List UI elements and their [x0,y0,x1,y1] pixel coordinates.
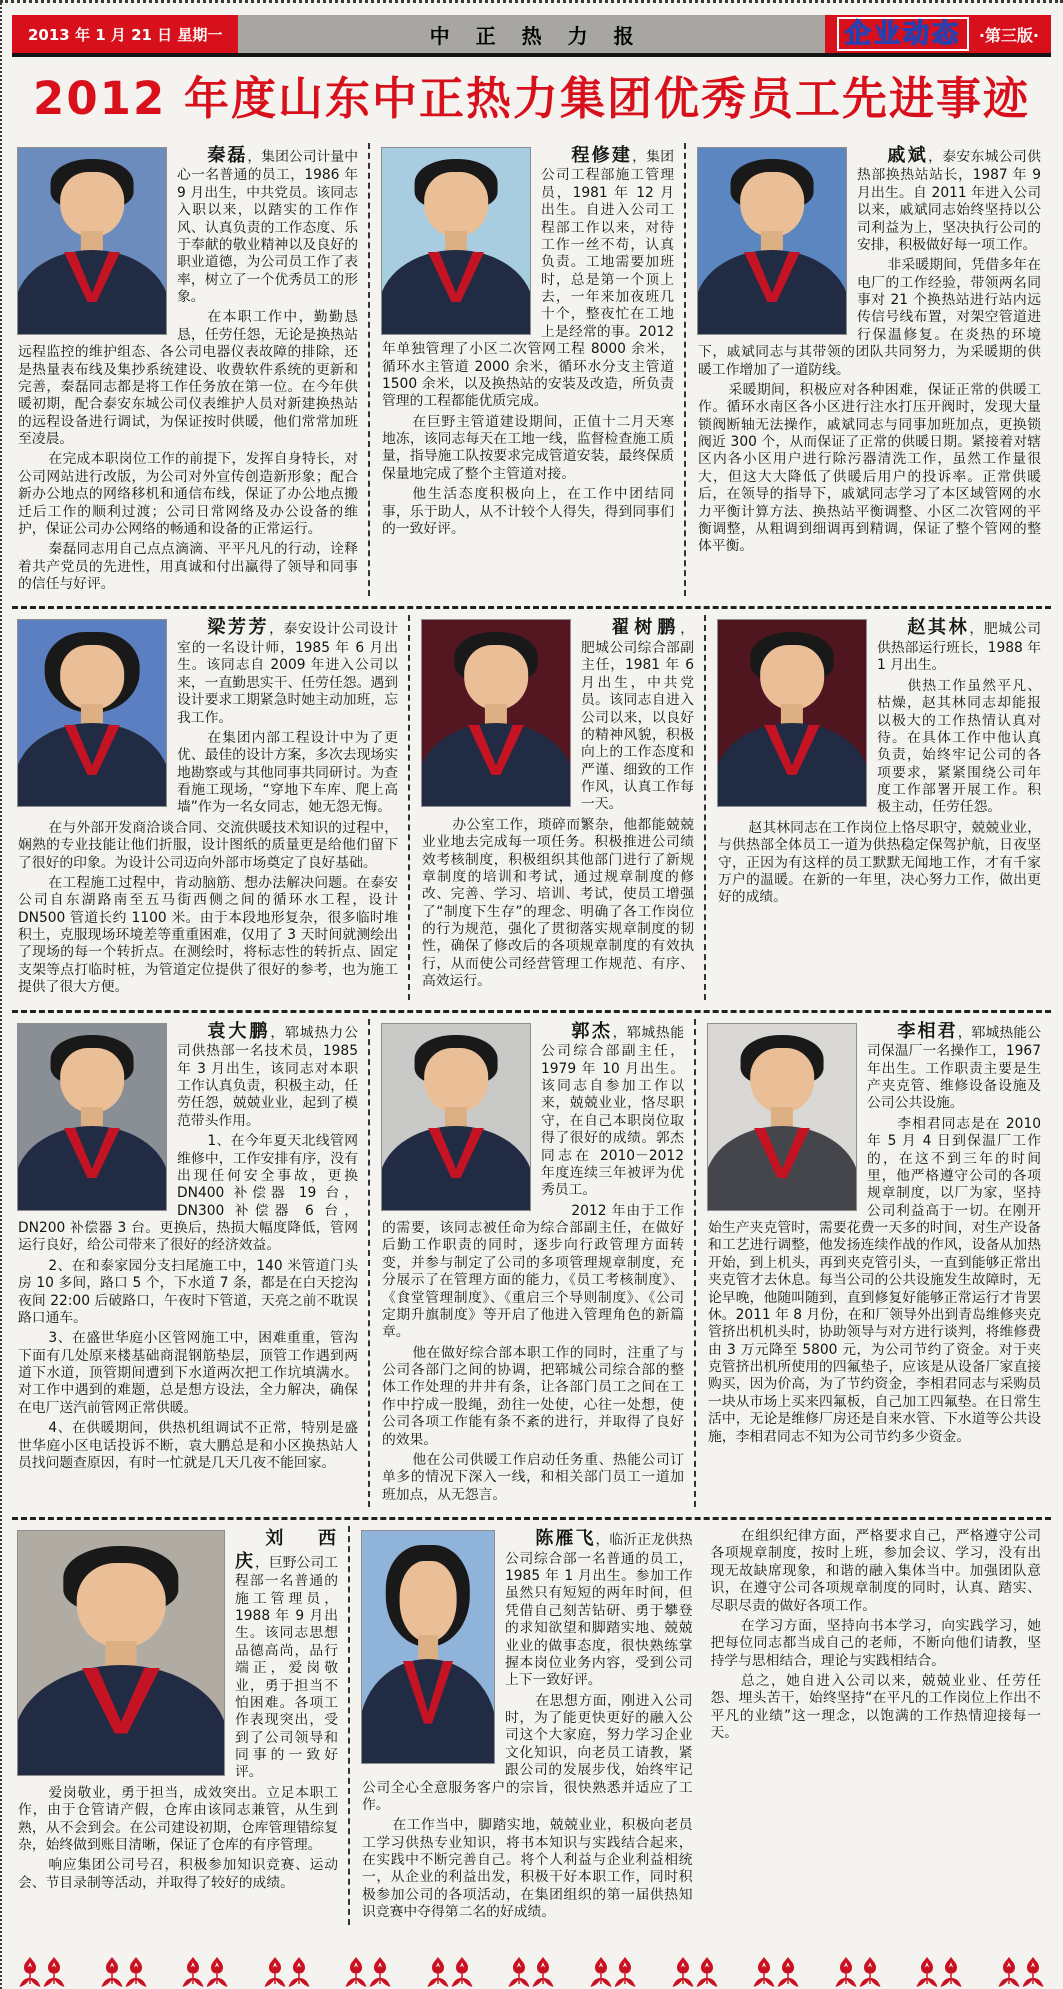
avatar-jacket [18,250,166,334]
chenyanfei-right-column [711,1528,1042,1925]
tulip-flower-icon [834,1955,882,1989]
article-text: 他生活态度积极向上，在工作中团结同事，乐于助人，从不计较个人得失，得到同事们的一致好评。 [382,486,674,537]
article-qinlei [12,143,368,597]
article-text: 他在公司供暖工作启动任务重、热能公司订单多的情况下深入一线，和相关部门员工一道加班加点，从无怨言。 [382,1451,684,1503]
section-title: 企业动态 [837,17,969,51]
article-row-1 [12,137,1051,607]
tulip-flower-icon [507,1955,555,1989]
employee-name: 陈雁飞 [535,1528,596,1550]
employee-photo [698,148,846,334]
article-text: 在工程施工过程中，肯动脑筋、想办法解决问题。在泰安公司自东湖路南至五马街西侧之间的循环水工程，设计 DN500 管道长约 1100 米。由于本段地形复杂，很多临时堆积土，克服现场环境差等重重困难，仅用了 3 天时间就测绘出了现场的每一个转折点。在测绘时，将标志性的转折点、固定支架等点打临时桩，为管道定位提供了很好的参考，也为施工提供了很大方便。 [18,874,398,996]
article-zhaishupeng [408,615,704,999]
employee-name: 李相君 [897,1020,958,1042]
article-text: ，郓城热力公司供热部一名技术员，1985 年 3 月出生，该同志对本职工作认真负责，积极主动，任劳任怨，兢兢业业，起到了模范带头作用。 [177,1024,359,1129]
employee-photo [362,1531,494,1763]
section-box [825,15,1051,53]
article-text: 在思想方面，刚进入公司时，为了能更快更好的融入公司这个大家庭，努力学习企业文化知识，向老员工请教，紧跟公司的发展步伐，始终牢记公司全心全意服务客户的宗旨，很快熟悉并适应了工作。 [362,1692,693,1813]
article-text: 办公室工作，琐碎而繁杂，他都能兢兢业业地去完成每一项任务。积极推进公司绩效考核制度，积极组织其他部门进行了新规章制度的培训和考试，通过规章制度的修改、完善、学习、培训、考试，使员工增强了“制度下生存”的理念、明确了各工作岗位的行为规范，强化了贯彻落实规章制度的韧性，确保了修改后的各项规章制度的有效执行，从而使公司经营管理工作规范、有序、高效运行。 [422,816,694,990]
tulip-flower-icon [426,1955,474,1989]
avatar-face [60,645,124,710]
article-text: ，泰安东城公司供热部换热站站长，1987 年 9 月出生。自 2011 年进入公司以来，戚斌同志始终坚持以公司利益为上，坚决执行公司的安排，积极做好每一项工作。 [857,148,1042,253]
article-yuandapeng [12,1019,368,1507]
article-chenyanfei [348,1526,1051,1925]
article-text: ，集团公司工程部施工管理员，1981 年 12 月出生。自进入公司工程部工作以来，对待工作一丝不苟，认真负责。工地需要加班时，总是第一个顶上去，一年来加夜班几十个，整夜忙在工地上是经常的事。2012 年单独管理了小区二次管网工程 8000 余米，循环水主管道 2000 余米，循环水分支主管道 1500 余米，以及换热站的安装及改造，所负责管理的工程都能优质完成。 [382,148,674,410]
article-guojie [368,1019,694,1507]
article-text: 3、在盛世华庭小区管网施工中，困难重重，管沟下面有几处原来楼基础商混钢筋垫层，顶管工作遇到两道下水道，顶管期间遭到下水道两次把工作坑填满水。对工作中遇到的难题，总是想方设法，全力解决，确保在电厂送汽前管网正常供暖。 [18,1330,358,1416]
avatar-neck [445,1107,467,1127]
employee-photo [382,148,530,334]
article-text: 非采暖期间，凭借多年在电厂的工作经验，带领两名同事对 21 个换热站进行站内远传信号线布置，对架空管道进行保温修复。在炎热的环境下，戚斌同志与其带领的团队共同努力，为采暖期的供暖工作增加了一道防线。 [698,257,1041,378]
article-text: 在学习方面，坚持向书本学习，向实践学习，她把每位同志都当成自己的老师，不断向他们请教，坚持学与思相结合，理论与实践相结合。 [710,1617,1041,1669]
employee-name: 翟树鹏 [611,617,681,639]
avatar-jacket [18,1126,166,1210]
avatar-jacket [422,723,570,807]
avatar-face [750,1048,814,1113]
tulip-flower-icon [997,1955,1045,1989]
article-text: ，肥城公司综合部副主任，1981 年 6 月出生，中共党员。该同志自进入公司以来，以良好的精神风貌，积极向上的工作态度和严谨、细致的工作作风，认真工作每一天。 [581,621,694,813]
article-text: 李相君同志是在 2010 年 5 月 4 日到保温厂工作的，在这不到三年的时间里，他严格遵守公司的各项规章制度，以厂为家，坚持公司利益高于一切。在刚开始生产夹克管时，需要花费一天多的时间，对生产设备和工艺进行调整，他发扬连续作战的作风，设备从加热开始，到上机头，再到夹克管引头，一直到能够正常出夹克管才去休息。每当公司的公共设施发生故障时，无论早晚，他随叫随到，直到修复好能够正常运行才肯罢休。2011 年 8 月份，在和厂领导外出到青岛维修夹克管挤出机机头时，协助领导与对方进行谈判，将维修费由 3 万元降至 5800 元，为公司节约了资金。对于夹克管挤出机所使用的四氟垫子，应该是从设备厂家直接购买，因为价高，为了节约资金，李相君同志与采购员一块从市场上买来四氟板，自己加工四氟垫。在日常生活中，无论是维修厂房还是自来水管、下水道等公共设施，李相君同志不知为公司节约多少资金。 [708,1115,1041,1445]
employee-name: 赵其林 [907,617,970,639]
article-text: 响应集团公司号召，积极参加知识竞赛、运动会、节目录制等活动，并取得了较好的成绩。 [18,1857,338,1891]
article-text: ，集团公司计量中心一名普通的员工，1986 年 9 月出生，中共党员。该同志入职以来，以踏实的工作作风、认真负责的工作态度、乐于奉献的敬业精神以及良好的职业道德，为公司员工作了表率，树立了一个优秀员工的形象。 [177,148,359,306]
employee-photo [18,1024,166,1210]
employee-name: 郭杰 [571,1020,613,1042]
article-chengxiujian [368,143,684,597]
tulip-flower-icon [752,1955,800,1989]
tulip-flower-icon [100,1955,148,1989]
article-text: ，泰安设计公司设计室的一名设计师，1985 年 6 月出生。该同志自 2009 年进入公司以来，一直勤思实干、任劳任怨。遇到设计要求工期紧急时她主动加班，忘我工作。 [177,621,399,726]
article-text: 他在做好综合部本职工作的同时，注重了与公司各部门之间的协调，把郓城公司综合部的整体工作处理的井井有条，让各部门员工之间在工作中拧成一股绳，劲往一处使，心往一处想，使公司各项工作能有条不紊的进行，并取得了良好的效果。 [382,1344,684,1448]
article-liangfangfang [12,615,408,999]
article-text: 供热工作虽然平凡、枯燥，赵其林同志却能报以极大的工作热情认真对待。在具体工作中他认真负责，始终牢记公司的各项要求，紧紧围绕公司年度工作部署开展工作。积极主动，任劳任怨。 [877,677,1041,816]
tulip-flower-icon [915,1955,963,1989]
avatar-neck [771,1107,793,1127]
article-row-3 [12,1010,1051,1517]
avatar-jacket [382,1126,530,1210]
avatar-face [424,172,488,237]
masthead-rule [12,53,1051,57]
article-text: 2、在和泰家园分支扫尾施工中，140 米管道门头房 10 多间，路口 5 个，下水道 7 条，都是在白天挖沟夜间 22:00 后破路口，午夜时下管道，天亮之前不耽误路口通车。 [18,1257,358,1326]
article-text: ，郓城热能公司综合部副主任，1979 年 10 月出生。该同志自参加工作以来，兢兢业业，恪尽职守，在自己本职岗位取得了很好的成绩。郭杰同志在 2010－2012 年度连续三年被评为优秀员工。 [541,1024,684,1199]
article-text: 1、在今年夏天北线管网维修中，工作安排有序，没有出现任何安全事故，更换 DN400 补偿器 19 台，DN300 补偿器 6 台，DN200 补偿器 3 台。更换后，热损大幅度降低，管网运行良好，给公司带来了很好的经济效益。 [18,1133,358,1254]
article-text: 在工作当中，脚踏实地，兢兢业业，积极向老员工学习供热专业知识，将书本知识与实践结合起来，在实践中不断完善自己。将个人利益与企业利益相统一，从企业的利益出发，积极干好本职工作，同时积极参加公司的各项活动，在集团组织的第一届供热知识竞赛中夺得第二名的好成绩。 [362,1817,693,1921]
employee-name: 袁大鹏 [207,1020,271,1042]
article-liuxiqing [12,1526,348,1925]
avatar-face [77,1563,166,1648]
article-text: 采暖期间，积极应对各种困难，保证正常的供暖工作。循环水南区各小区进行注水打压开阀时，发现大量锁阀断轴无法操作，戚斌同志与同事加班加点，更换锁阀近 300 个，从而保证了正常的供暖日期。紧接着对辖区内各小区用户进行除污器清洗工作，虽然工作量很大，但这大大降低了供暖后用户的投诉率。正常供暖后，在领导的指导下，戚斌同志学习了本区域管网的水力平衡计算方法、换热站平衡调整、小区二次管网的平衡调整，从粗调到细调再到精调，保证了整个管网的整体平衡。 [698,381,1041,555]
tulip-flower-icon [263,1955,311,1989]
avatar-jacket [708,1126,856,1210]
article-text: 赵其林同志在工作岗位上恪尽职守，兢兢业业，与供热部全体员工一道为供热稳定保驾护航，日夜坚守，正因为有这样的员工默默无闻地工作，才有千家万户的温暖。在新的一年里，决心努力工作，做出更好的成绩。 [718,819,1041,906]
article-text: ，肥城公司供热部运行班长，1988 年 1 月出生。 [877,621,1042,674]
article-zhaoqilin [704,615,1051,999]
article-text: ，巨野公司工程部一名普通的施工管理员，1988 年 9 月出生。该同志思想品德高尚，品行端正，爱岗敬业，勇于担当不怕困难。各项工作表现突出，受到了公司领导和同事的一致好评。 [235,1554,339,1781]
article-qibin [684,143,1051,597]
article-text: ，郓城热能公司保温厂一名操作工，1967 年出生。工作职责主要是生产夹克管、维修设备设施及公司公共设施。 [867,1024,1042,1112]
avatar-jacket [362,1659,494,1763]
avatar-face [60,1048,124,1113]
avatar-face [60,172,124,237]
tulip-flower-icon [18,1955,66,1989]
employee-photo [382,1024,530,1210]
employee-name: 梁芳芳 [207,617,270,639]
article-text: 秦磊同志用自己点点滴滴、平平凡凡的行动，诠释着共产党员的先进性，用真诚和付出赢得了领导和同事的信任与好评。 [18,541,358,593]
avatar-neck [81,1107,103,1127]
article-lixiangjun [694,1019,1051,1507]
employee-name: 程修建 [571,144,633,166]
avatar-neck [418,1635,438,1661]
article-row-4 [12,1517,1051,1935]
article-text: 总之，她自进入公司以来，兢兢业业、任劳任怨、埋头苦干，始终坚持“在平凡的工作岗位上作出不平凡的业绩”这一理念，以饱满的工作热情迎接每一天。 [710,1673,1041,1742]
article-text: 在与外部开发商洽谈合同、交流供暖技术知识的过程中，娴熟的专业技能让他们折服，设计图纸的质量更是给他们留下了很好的印象。为设计公司迈向外部市场奠定了良好基础。 [18,819,398,871]
avatar-jacket [698,250,846,334]
article-text: 爱岗敬业，勇于担当，成效突出。立足本职工作，由于仓管请产假，仓库由该同志兼管，从生到熟，从不会到会。在公司建设初期，仓库管理错综复杂，始终做到账目清晰，保证了仓库的有序管理。 [18,1784,338,1853]
chenyanfei-left-column [362,1528,693,1925]
employee-name: 戚斌 [887,144,929,166]
date-label: 2013 年 1 月 21 日 星期一 [12,15,238,53]
avatar-neck [761,231,783,251]
tulip-flower-icon [344,1955,392,1989]
avatar-neck [81,704,103,724]
employee-photo [422,620,570,806]
avatar-jacket [718,723,866,807]
avatar-jacket [18,723,166,807]
article-text: 在完成本职岗位工作的前提下，发挥自身特长，对公司网站进行改版，为公司对外宣传创造新形象；配合新办公地点的网络移机和通信布线，保证了办公地点搬迁后工作的顺利过渡；公司日常网络及办公设备的维护，保证公司办公网络的畅通和设备的正常运行。 [18,451,358,537]
article-text: ，临沂正龙供热公司综合部一名普通的员工，1985 年 1 月出生。参加工作虽然只有短短的两年时间，但凭借自己刻苦钻研、勇于攀登的求知欲望和脚踏实地、兢兢业业的做事态度，很快熟练掌握本岗位业务内容，受到公司上下一致好评。 [505,1532,693,1689]
article-text: 在组织纪律方面，严格要求自己，严格遵守公司各项规章制度，按时上班，参加会议、学习，没有出现无故缺席现象，和谐的融入集体当中。加强团队意识，在遵守公司各项规章制度的同时，认真、踏实、尽职尽责的做好各项工作。 [710,1528,1041,1614]
article-row-2 [12,606,1051,1009]
article-text: 4、在供暖期间，供热机组调试不正常，特别是盛世华庭小区电话投诉不断，袁大鹏总是和小区换热站人员找问题查原因，有时一忙就是几天几夜不能回家。 [18,1420,358,1471]
tulip-flower-icon [181,1955,229,1989]
avatar-face [740,172,804,237]
avatar-neck [81,231,103,251]
employee-photo [718,620,866,806]
article-text: 在巨野主管道建设期间，正值十二月天寒地冻，该同志每天在工地一线，监督检查施工质量，指导施工队按要求完成管道安装，最终保质保量地完成了整个主管道对接。 [382,413,674,482]
employee-photo [18,148,166,334]
article-text: 2012 年由于工作的需要，该同志被任命为综合部副主任，在做好后勤工作职责的同时，逐步向行政管理方面转变，并参与制定了公司的多项管理规章制度，充分展示了在管理方面的能力，《员工考核制度》、《食堂管理制度》、《重启三个导则制度》、《公司定期升旗制度》等开启了他进入管理角色的新篇章。 [382,1202,684,1341]
masthead [12,15,1051,53]
avatar-neck [781,704,803,724]
page-headline: 2012 年度山东中正热力集团优秀员工先进事迹 [33,72,1030,125]
employee-name: 刘西庆 [235,1528,338,1572]
footer-flower-border [12,1935,1051,1989]
tulip-flower-icon [589,1955,637,1989]
article-text: 在本职工作中，勤勤恳恳，任劳任怨，无论是换热站远程监控的维护组态、各公司电器仪表故障的排除，还是热量表布线及集抄系统建设、收费软件系统的更新和完善，秦磊同志都是将工作任务放在第一位。在今年供暖初期，配合泰安东城公司仪表维护人员对新建换热站的远程设备进行调试，为保证按时供暖，他们常常加班至凌晨。 [18,309,358,448]
employee-name: 秦磊 [207,144,248,166]
avatar-jacket [18,1665,224,1775]
avatar-neck [106,1641,137,1668]
employee-photo [708,1024,856,1210]
tulip-flower-icon [671,1955,719,1989]
avatar-jacket [382,250,530,334]
paper-title: 中正热力报 [429,23,660,48]
page-number-label: ·第三版· [978,25,1039,45]
employee-photo [18,620,166,806]
avatar-neck [445,231,467,251]
avatar-neck [485,704,507,724]
employee-photo [18,1531,224,1775]
avatar-face [464,645,528,710]
avatar-face [424,1048,488,1113]
avatar-face [760,645,824,710]
avatar-face [400,1561,457,1642]
article-text: 在集团内部工程设计中为了更优、最佳的设计方案，多次去现场实地勘察或与其他同事共同研讨。为查看施工现场，“穿地下车库、爬上高墙”作为一名女同志，她无怨无悔。 [177,729,398,816]
